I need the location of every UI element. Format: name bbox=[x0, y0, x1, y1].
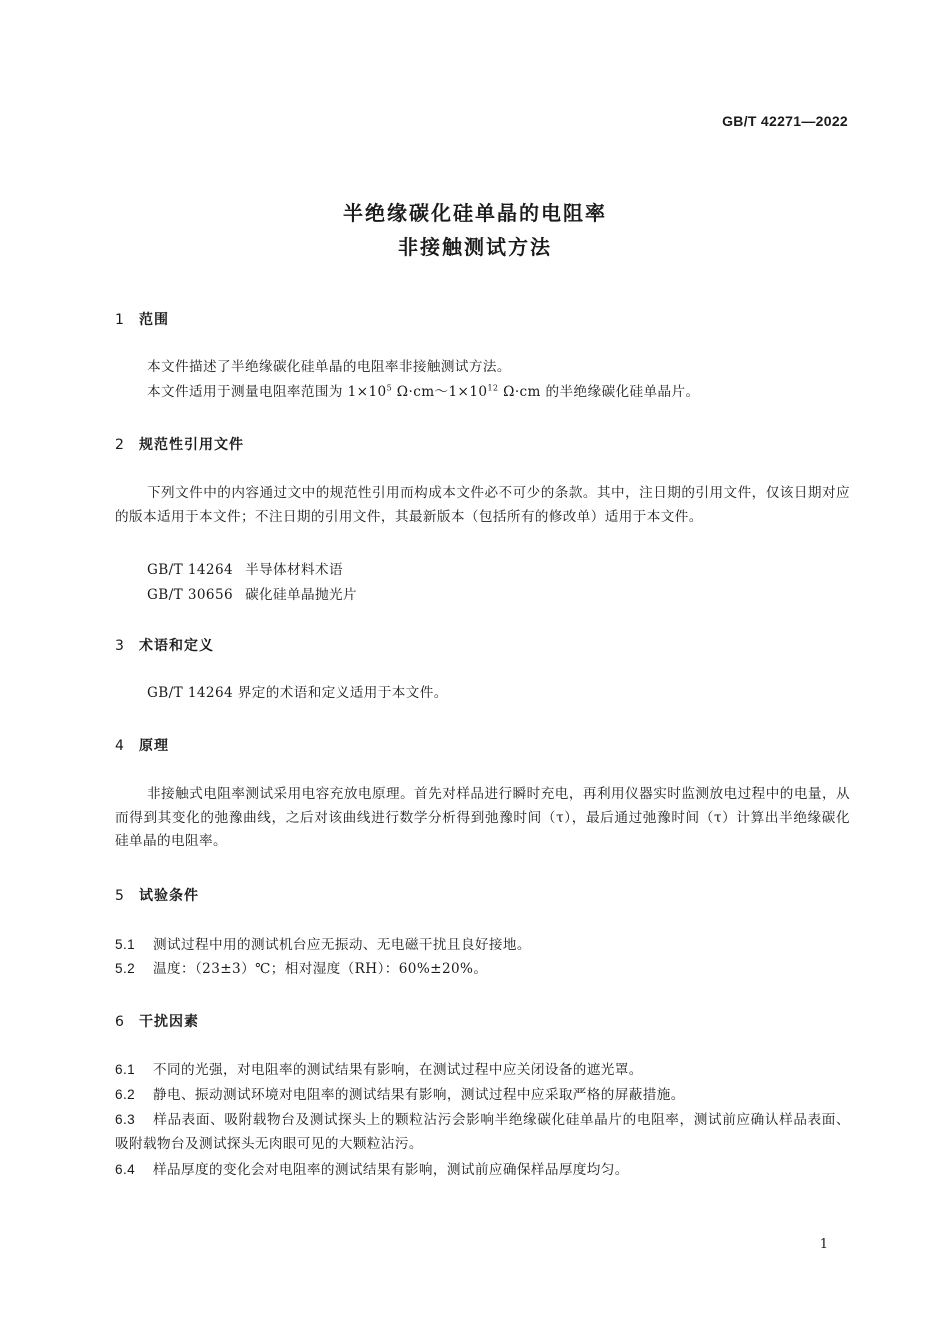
section-title: 规范性引用文件 bbox=[139, 437, 244, 453]
range-exponent-high: 12 bbox=[487, 383, 499, 393]
clause-number: 5.1 bbox=[115, 937, 136, 952]
clause-item bbox=[115, 957, 850, 982]
standard-number: GB/T 42271—2022 bbox=[722, 113, 848, 129]
clause-text: 不同的光强，对电阻率的测试结果有影响，在测试过程中应关闭设备的遮光罩。 bbox=[153, 1062, 643, 1078]
section-title: 干扰因素 bbox=[139, 1014, 199, 1030]
clause-number: 6.4 bbox=[115, 1162, 136, 1177]
section-2-paragraph: 下列文件中的内容通过文中的规范性引用而构成本文件必不可少的条款。其中，注日期的引用文件，仅该日期对应的版本适用于本文件；不注日期的引用文件，其最新版本（包括所有的修改单）适用于本文件。 bbox=[115, 485, 850, 525]
section-3-paragraph: GB/T 14264 界定的术语和定义适用于本文件。 bbox=[147, 685, 448, 701]
section-title: 原理 bbox=[139, 738, 169, 754]
reference-item bbox=[147, 558, 343, 578]
section-heading-2 bbox=[115, 434, 244, 454]
section-1-paragraph: 本文件描述了半绝缘碳化硅单晶的电阻率非接触测试方法。 bbox=[147, 359, 511, 375]
section-title: 术语和定义 bbox=[139, 638, 214, 654]
reference-code: GB/T 30656 bbox=[147, 587, 234, 603]
section-number: 6 bbox=[115, 1014, 125, 1030]
clause-number: 6.2 bbox=[115, 1087, 136, 1102]
section-number: 5 bbox=[115, 888, 125, 904]
range-middle: Ω·cm～1×10 bbox=[392, 384, 488, 400]
clause-text: 样品表面、吸附载物台及测试探头上的颗粒沾污会影响半绝缘碳化硅单晶片的电阻率，测试前应确认样品表面、吸附载物台及测试探头无肉眼可见的大颗粒沾污。 bbox=[115, 1112, 850, 1152]
section-number: 1 bbox=[115, 312, 125, 328]
clause-text: 测试过程中用的测试机台应无振动、无电磁干扰且良好接地。 bbox=[153, 937, 531, 953]
section-title: 试验条件 bbox=[139, 888, 199, 904]
clause-number: 6.3 bbox=[115, 1112, 136, 1127]
section-number: 3 bbox=[115, 638, 125, 654]
reference-title: 碳化硅单晶抛光片 bbox=[245, 587, 358, 603]
section-number: 4 bbox=[115, 738, 125, 754]
section-heading-5 bbox=[115, 885, 199, 905]
clause-item bbox=[115, 1158, 850, 1183]
section-4-paragraph: 非接触式电阻率测试采用电容充放电原理。首先对样品进行瞬时充电，再利用仪器实时监测放电过程中的电量，从而得到其变化的弛豫曲线，之后对该曲线进行数学分析得到弛豫时间（τ），最后通过弛豫时间（τ）计算出半绝缘碳化硅单晶的电阻率。 bbox=[115, 786, 850, 849]
section-title: 范围 bbox=[139, 312, 169, 328]
reference-code: GB/T 14264 bbox=[147, 562, 234, 578]
reference-item bbox=[147, 583, 357, 603]
clause-item bbox=[115, 1083, 850, 1108]
clause-item bbox=[115, 933, 850, 958]
clause-number: 6.1 bbox=[115, 1062, 136, 1077]
clause-item bbox=[115, 1058, 850, 1083]
clause-number: 5.2 bbox=[115, 961, 136, 976]
range-prefix: 本文件适用于测量电阻率范围为 1×10 bbox=[147, 384, 387, 400]
range-suffix: Ω·cm 的半绝缘碳化硅单晶片。 bbox=[498, 384, 700, 400]
reference-title: 半导体材料术语 bbox=[245, 562, 344, 578]
clause-text: 温度：（23±3）℃；相对湿度（RH）：60%±20%。 bbox=[153, 961, 488, 977]
clause-text: 样品厚度的变化会对电阻率的测试结果有影响，测试前应确保样品厚度均匀。 bbox=[153, 1162, 629, 1178]
section-heading-1 bbox=[115, 309, 169, 329]
document-title-line2: 非接触测试方法 bbox=[398, 235, 552, 259]
range-exponent-low: 5 bbox=[386, 383, 393, 393]
section-1-range-sentence bbox=[115, 381, 850, 405]
section-heading-3 bbox=[115, 635, 214, 655]
clause-text: 静电、振动测试环境对电阻率的测试结果有影响，测试过程中应采取严格的屏蔽措施。 bbox=[153, 1087, 685, 1103]
section-heading-6 bbox=[115, 1011, 199, 1031]
page-number: 1 bbox=[819, 1237, 828, 1252]
section-heading-4 bbox=[115, 735, 169, 755]
document-title-line1: 半绝缘碳化硅单晶的电阻率 bbox=[343, 201, 607, 225]
section-number: 2 bbox=[115, 437, 125, 453]
clause-item bbox=[115, 1108, 850, 1156]
